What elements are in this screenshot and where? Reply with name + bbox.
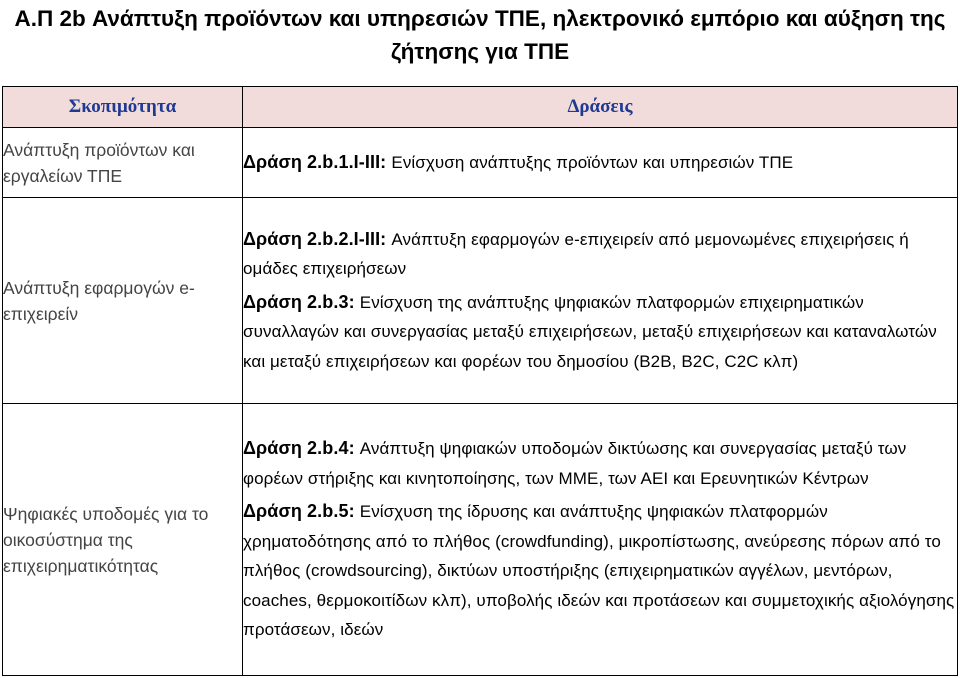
action-entry [243,497,957,645]
actions-table [2,86,958,676]
action-entry [243,288,957,377]
table-header-row [3,87,958,128]
header-actions: Δράσεις [243,87,958,128]
action-text: Ενίσχυση της ίδρυσης και ανάπτυξης ψηφιακών πλατφορμών χρηματοδότησης από το πλήθος (crowdfunding), μικροπίστωσης, ανεύρεσης πόρων από το πλήθος (crowdsourcing), δικτύων υποστήριξης (επιχειρηματικών αγγέλων, μεντόρων, coaches, θερμοκοιτίδων κλπ), υποβολής ιδεών και προτάσεων και συμμετοχικής αξιολόγησης προτάσεων, ιδεών [243,502,955,640]
action-text: Ανάπτυξη ψηφιακών υποδομών δικτύωσης και συνεργασίας μεταξύ των φορέων στήριξης και κινητοποίησης, των ΜΜΕ, των ΑΕΙ και Ερευνητικών Κέντρων [243,439,907,488]
table-row [3,404,958,676]
action-code: Δράση 2.b.4: [243,438,360,459]
goal-cell: Ανάπτυξη προϊόντων και εργαλείων ΤΠΕ [3,128,243,198]
action-entry [243,225,957,284]
goal-cell: Ανάπτυξη εφαρμογών e-επιχειρείν [3,198,243,404]
header-goal: Σκοπιμότητα [3,87,243,128]
goal-cell: Ψηφιακές υποδομές για το οικοσύστημα της επιχειρηματικότητας [3,404,243,676]
action-text: Ενίσχυση της ανάπτυξης ψηφιακών πλατφορμών επιχειρηματικών συναλλαγών και συνεργασίας μεταξύ επιχειρήσεων, μεταξύ επιχειρήσεων και καταναλωτών και μεταξύ επιχειρήσεων και φορέων του δημοσίου (B2B, B2C, C2C κλπ) [243,292,937,371]
table-row [3,128,958,198]
action-code: Δράση 2.b.2.I-III: [243,228,392,249]
action-entry [243,148,957,178]
action-text: Ενίσχυση ανάπτυξης προϊόντων και υπηρεσιών ΤΠΕ [391,152,794,172]
action-code: Δράση 2.b.3: [243,291,360,312]
action-code: Δράση 2.b.5: [243,501,360,522]
action-text: Ανάπτυξη εφαρμογών e-επιχειρείν από μεμονωμένες επιχειρήσεις ή ομάδες επιχειρήσεων [243,229,909,279]
table-row [3,198,958,404]
actions-cell [243,198,958,404]
actions-cell [243,404,958,676]
actions-cell [243,128,958,198]
action-code: Δράση 2.b.1.I-III: [243,151,392,172]
page-title: Α.Π 2b Ανάπτυξη προϊόντων και υπηρεσιών ΤΠΕ, ηλεκτρονικό εμπόριο και αύξηση της ζήτησης για ΤΠΕ [14,6,946,64]
action-entry [243,434,957,493]
